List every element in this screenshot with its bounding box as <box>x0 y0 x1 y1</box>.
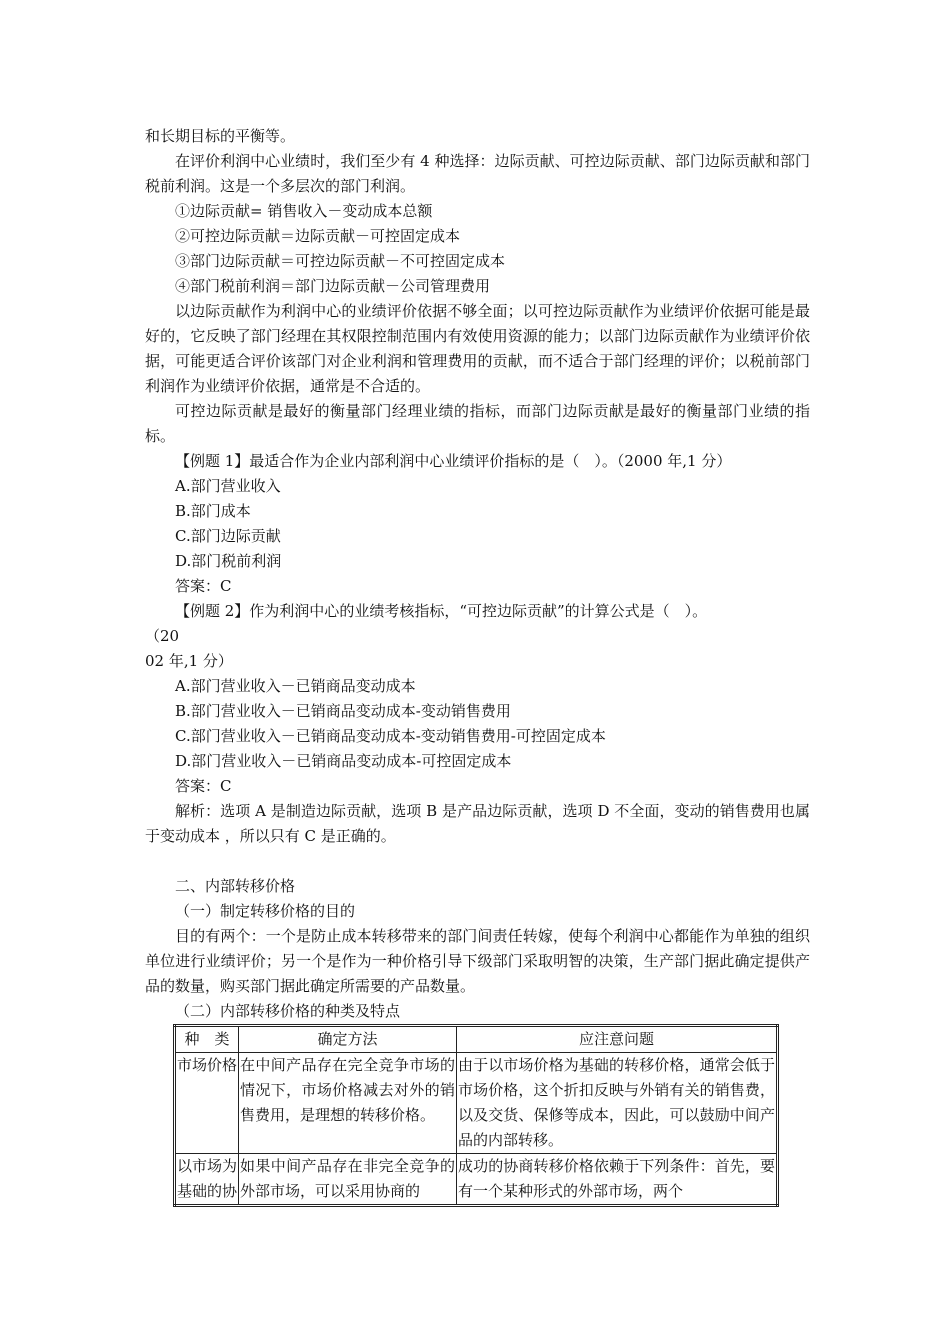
table-cell: 成功的协商转移价格依赖于下列条件：首先，要有一个某种形式的外部市场，两个 <box>457 1154 778 1206</box>
body-paragraph: 可控边际贡献是最好的衡量部门经理业绩的指标，而部门边际贡献是最好的衡量部门业绩的指标。 <box>145 402 810 445</box>
body-paragraph: ③部门边际贡献＝可控边际贡献－不可控固定成本 <box>175 252 506 270</box>
table-cell: 以市场为基础的协 <box>175 1154 239 1206</box>
table-header-cell: 确定方法 <box>239 1026 457 1053</box>
body-paragraph: 答案：C <box>175 777 232 795</box>
spacer <box>145 849 810 874</box>
body-paragraph: A.部门营业收入 <box>175 477 281 495</box>
body-paragraph: D.部门税前利润 <box>175 552 282 570</box>
body-paragraph: D.部门营业收入－已销商品变动成本-可控固定成本 <box>175 752 512 770</box>
table-cell: 如果中间产品存在非完全竞争的外部市场，可以采用协商的 <box>239 1154 457 1206</box>
transfer-price-table <box>173 1024 779 1207</box>
body-paragraph: 答案：C <box>175 577 232 595</box>
table-row <box>175 1053 778 1154</box>
body-paragraph: B.部门成本 <box>175 502 251 520</box>
table-cell: 市场价格 <box>175 1053 239 1154</box>
table-header-cell: 应注意问题 <box>457 1026 778 1053</box>
body-paragraph: B.部门营业收入－已销商品变动成本-变动销售费用 <box>175 702 511 720</box>
table-cell: 由于以市场价格为基础的转移价格，通常会低于市场价格，这个折扣反映与外销有关的销售费，以及交货、保修等成本，因此，可以鼓励中间产品的内部转移。 <box>457 1053 778 1154</box>
subsection-heading: （二）内部转移价格的种类及特点 <box>175 1002 401 1020</box>
table-cell: 在中间产品存在完全竞争市场的情况下，市场价格减去对外的销售费用，是理想的转移价格。 <box>239 1053 457 1154</box>
body-paragraph: ①边际贡献= 销售收入－变动成本总额 <box>175 202 433 220</box>
table-header-row <box>175 1026 778 1053</box>
body-paragraph: ②可控边际贡献＝边际贡献－可控固定成本 <box>175 227 461 245</box>
body-paragraph: 【例题 1】最适合作为企业内部利润中心业绩评价指标的是（ ）。（2000 年,1 分） <box>175 452 732 470</box>
body-paragraph: 02 年,1 分） <box>145 652 233 670</box>
document-page <box>145 124 810 1210</box>
body-paragraph: 在评价利润中心业绩时，我们至少有 4 种选择：边际贡献、可控边际贡献、部门边际贡献和部门税前利润。这是一个多层次的部门利润。 <box>145 152 810 195</box>
body-paragraph: C.部门边际贡献 <box>175 527 281 545</box>
body-paragraph: C.部门营业收入－已销商品变动成本-变动销售费用-可控固定成本 <box>175 727 606 745</box>
body-paragraph: 和长期目标的平衡等。 <box>145 127 296 145</box>
subsection-heading: （一）制定转移价格的目的 <box>175 902 356 920</box>
table-row <box>175 1154 778 1206</box>
body-paragraph: A.部门营业收入－已销商品变动成本 <box>175 677 416 695</box>
body-paragraph: ④部门税前利润＝部门边际贡献－公司管理费用 <box>175 277 491 295</box>
body-paragraph: （20 <box>145 627 180 645</box>
body-paragraph: 解析：选项 A 是制造边际贡献，选项 B 是产品边际贡献，选项 D 不全面，变动的销售费用也属于变动成本 ，所以只有 C 是正确的。 <box>145 802 810 845</box>
section-heading: 二、内部转移价格 <box>175 877 296 895</box>
table-wrap <box>145 1024 810 1210</box>
body-paragraph: 以边际贡献作为利润中心的业绩评价依据不够全面；以可控边际贡献作为业绩评价依据可能是最好的，它反映了部门经理在其权限控制范围内有效使用资源的能力；以部门边际贡献作为业绩评价依据，可能更适合评价该部门对企业利润和管理费用的贡献，而不适合于部门经理的评价；以税前部门利润作为业绩评价依据，通常是不合适的。 <box>145 302 810 395</box>
body-paragraph: 目的有两个：一个是防止成本转移带来的部门间责任转嫁，使每个利润中心都能作为单独的组织单位进行业绩评价；另一个是作为一种价格引导下级部门采取明智的决策，生产部门据此确定提供产品的数量，购买部门据此确定所需要的产品数量。 <box>145 927 810 995</box>
body-text <box>145 124 810 849</box>
body-paragraph: 【例题 2】作为利润中心的业绩考核指标，“可控边际贡献”的计算公式是（ ）。 <box>175 602 708 620</box>
table-header-cell: 种 类 <box>175 1026 239 1053</box>
